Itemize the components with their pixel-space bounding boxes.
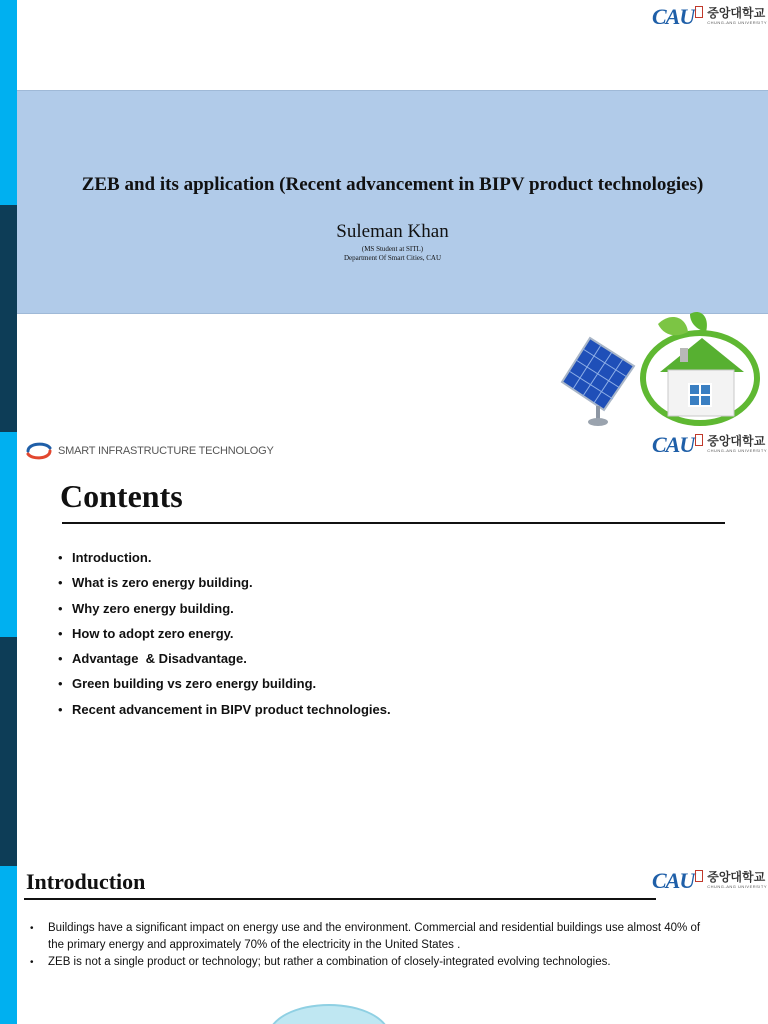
bullet-icon: • xyxy=(58,651,63,667)
list-item xyxy=(30,954,710,971)
title-slide xyxy=(0,0,768,432)
bullet-icon: • xyxy=(58,625,63,641)
cau-logo xyxy=(652,6,767,28)
heading-underline xyxy=(24,898,656,900)
list-item-label: Introduction. xyxy=(72,550,152,565)
list-item-label: Recent advancement in BIPV product technologies. xyxy=(72,701,391,717)
bullet-icon: • xyxy=(58,676,63,692)
bullet-icon: • xyxy=(58,600,63,616)
list-item-label: Green building vs zero energy building. xyxy=(72,676,317,692)
list-item-label: What is zero energy building. xyxy=(72,575,253,591)
bullet-icon: • xyxy=(58,701,63,717)
sidebar-accent xyxy=(0,0,17,432)
contents-list xyxy=(58,550,391,727)
sidebar-accent xyxy=(0,432,17,866)
sidebar-accent xyxy=(0,866,17,1024)
bullet-icon: • xyxy=(30,923,34,934)
list-item xyxy=(58,550,391,575)
presentation-title: ZEB and its application (Recent advancement in BIPV product technologies) xyxy=(81,174,704,195)
sit-logo xyxy=(24,440,274,462)
author-name: Suleman Khan xyxy=(336,221,449,242)
cau-logo-english: CHUNG-ANG UNIVERSITY xyxy=(707,20,768,25)
author-role: (MS Student at SITL) xyxy=(361,245,424,253)
bullet-icon: • xyxy=(30,957,34,968)
bullet-text: ZEB is not a single product or technology; but rather a combination of closely-integrated evolving technologies. xyxy=(48,956,611,968)
bullet-text: Buildings have a significant impact on energy use and the environment. Commercial and residential buildings use almost 40% of the primary energy and approximately 70% of the electricity in the United States . xyxy=(48,922,701,951)
sit-lab-name: SMART INFRASTRUCTURE TECHNOLOGY xyxy=(58,445,274,457)
bullet-icon: • xyxy=(58,550,63,565)
cau-logo-korean: 중앙대학교 xyxy=(707,434,766,448)
title-band xyxy=(17,90,768,314)
list-item xyxy=(58,601,391,626)
solar-panel-icon xyxy=(560,336,638,428)
cau-logo-mark: CAU xyxy=(652,868,695,893)
sit-swirl-icon xyxy=(24,440,54,462)
list-item xyxy=(30,920,710,954)
list-item xyxy=(58,651,391,676)
list-item-label: How to adopt zero energy. xyxy=(72,625,234,641)
list-item xyxy=(58,702,391,727)
list-item xyxy=(58,626,391,651)
cau-logo-english: CHUNG-ANG UNIVERSITY xyxy=(707,448,768,453)
list-item-label: Why zero energy building. xyxy=(72,600,234,616)
cau-logo-english: CHUNG-ANG UNIVERSITY xyxy=(707,884,768,889)
contents-slide xyxy=(0,432,768,866)
contents-heading: Contents xyxy=(60,478,183,514)
cau-logo-mark: CAU xyxy=(652,432,695,457)
cau-logo-korean: 중앙대학교 xyxy=(707,6,766,20)
cau-logo-flag xyxy=(695,870,703,882)
introduction-slide xyxy=(0,866,768,1024)
cau-logo-mark: CAU xyxy=(652,4,695,29)
introduction-bullets xyxy=(30,920,710,971)
list-item-label: Advantage & Disadvantage. xyxy=(72,651,247,667)
introduction-heading: Introduction xyxy=(26,869,146,894)
cau-logo-korean: 중앙대학교 xyxy=(707,870,766,884)
bullet-icon: • xyxy=(58,575,63,591)
author-department: Department Of Smart Cities, CAU xyxy=(343,254,441,262)
green-house-icon xyxy=(640,310,764,428)
heading-underline xyxy=(62,522,725,524)
cau-logo-flag xyxy=(695,434,703,446)
list-item xyxy=(58,575,391,600)
cau-logo-flag xyxy=(695,6,703,18)
diagram-oval-shape xyxy=(268,1004,390,1024)
list-item xyxy=(58,676,391,701)
cau-logo xyxy=(652,434,767,456)
cau-logo xyxy=(652,870,767,892)
